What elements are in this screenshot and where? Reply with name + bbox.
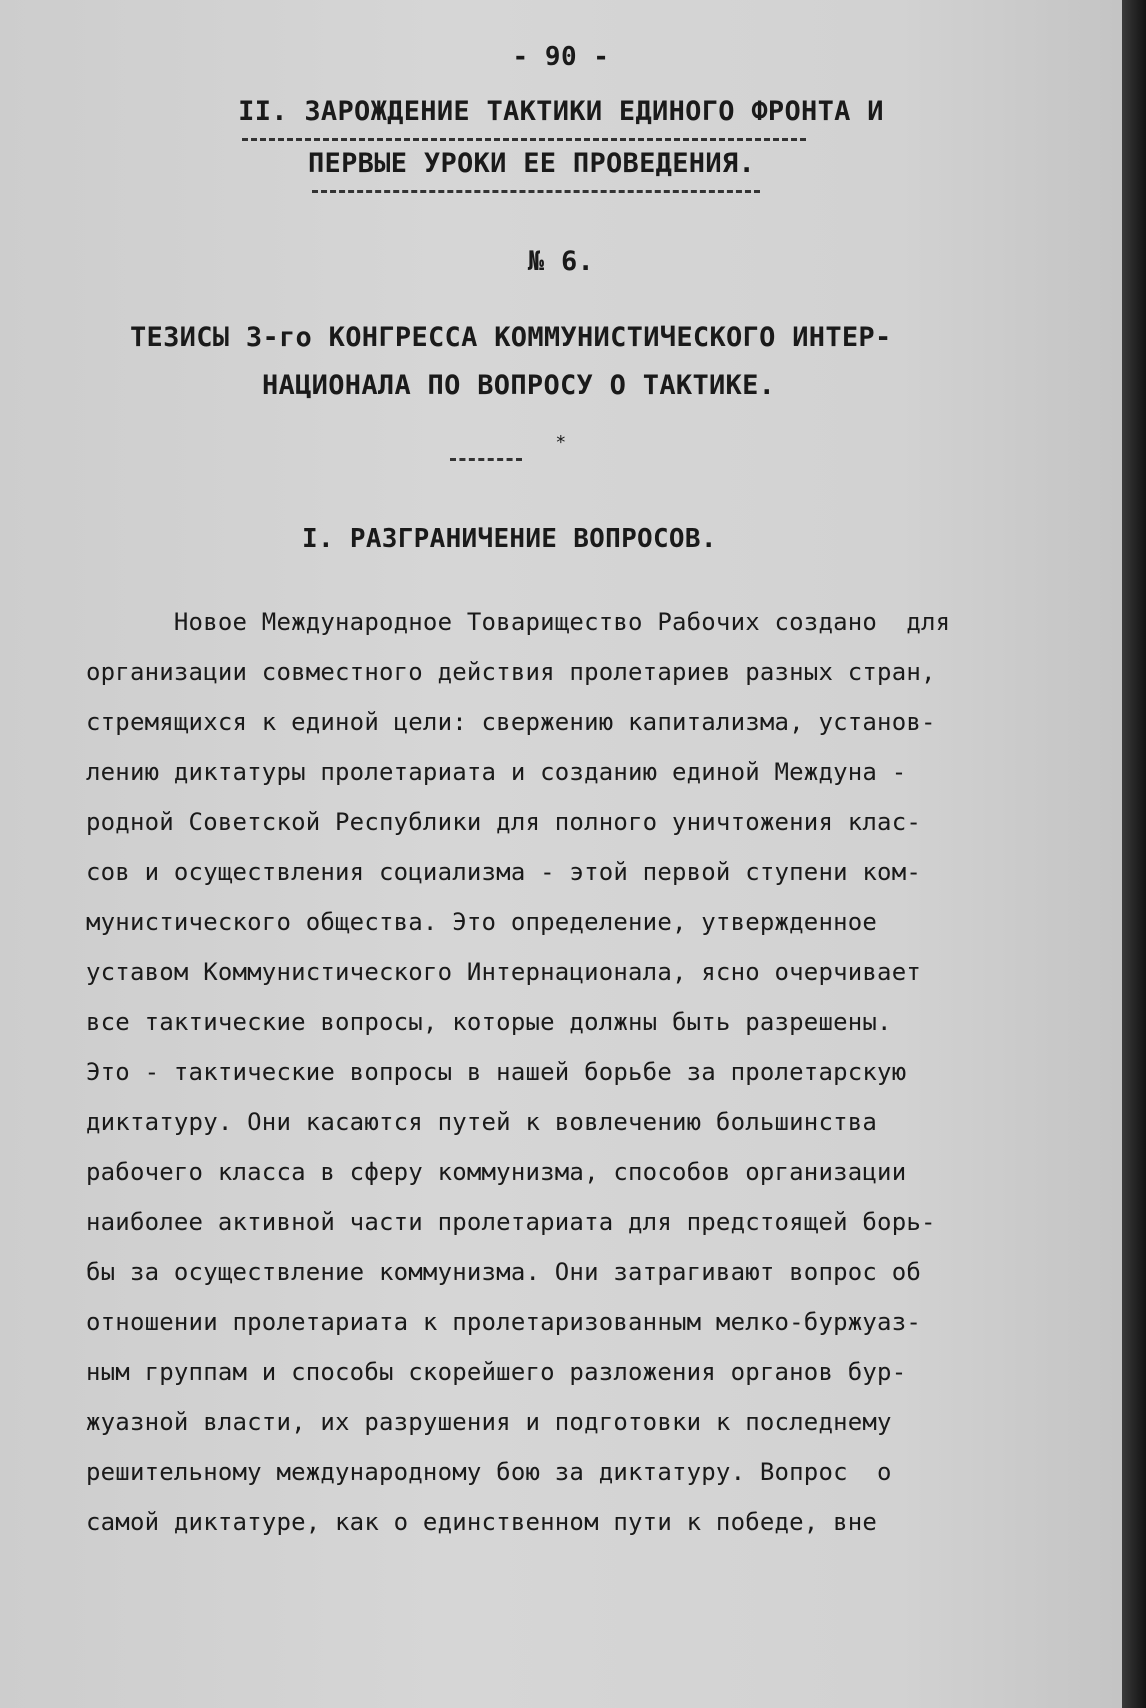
body-line: бы за осуществление коммунизма. Они затрагивают вопрос об xyxy=(86,1258,922,1286)
title-separator-rule xyxy=(450,458,522,461)
body-line: сов и осуществления социализма - этой первой ступени ком- xyxy=(86,858,922,886)
document-title-line-2: НАЦИОНАЛА ПО ВОПРОСУ О ТАКТИКЕ. xyxy=(262,370,776,401)
body-line: уставом Коммунистического Интернационала, ясно очерчивает xyxy=(86,958,922,986)
body-line: жуазной власти, их разрушения и подготовки к последнему xyxy=(86,1408,892,1436)
document-number: № 6. xyxy=(527,246,595,277)
body-line: решительному международному бою за диктатуру. Вопрос о xyxy=(86,1458,892,1486)
page-number: - 90 - xyxy=(512,42,610,72)
body-line: ным группам и способы скорейшего разложения органов бур- xyxy=(86,1358,907,1386)
body-line: самой диктатуре, как о единственном пути к победе, вне xyxy=(86,1508,878,1536)
body-line: лению диктатуры пролетариата и созданию единой Междуна - xyxy=(86,758,907,786)
body-line: организации совместного действия пролетариев разных стран, xyxy=(86,658,936,686)
body-line: диктатуру. Они касаются путей к вовлечению большинства xyxy=(86,1108,878,1136)
section-title-line-1: II. ЗАРОЖДЕНИЕ ТАКТИКИ ЕДИНОГО ФРОНТА И xyxy=(238,96,884,127)
document-title-line-1: ТЕЗИСЫ 3-го КОНГРЕССА КОММУНИСТИЧЕСКОГО ИНТЕР- xyxy=(130,322,892,353)
body-line: отношении пролетариата к пролетаризованным мелко-буржуаз- xyxy=(86,1308,922,1336)
body-line: родной Советской Республики для полного уничтожения клас- xyxy=(86,808,922,836)
section-title-underline-1 xyxy=(242,138,806,141)
body-line: стремящихся к единой цели: свержению капитализма, установ- xyxy=(86,708,936,736)
body-line: Новое Международное Товарищество Рабочих создано для xyxy=(86,608,951,636)
body-line: рабочего класса в сферу коммунизма, способов организации xyxy=(86,1158,907,1186)
section-title-line-2: ПЕРВЫЕ УРОКИ ЕЕ ПРОВЕДЕНИЯ. xyxy=(308,148,755,179)
body-line: все тактические вопросы, которые должны быть разрешены. xyxy=(86,1008,892,1036)
section-title-underline-2 xyxy=(312,190,760,193)
body-line: мунистического общества. Это определение, утвержденное xyxy=(86,908,878,936)
subheading: I. РАЗГРАНИЧЕНИЕ ВОПРОСОВ. xyxy=(302,524,717,554)
body-line: Это - тактические вопросы в нашей борьбе за пролетарскую xyxy=(86,1058,907,1086)
body-line: наиболее активной части пролетариата для предстоящей борь- xyxy=(86,1208,936,1236)
title-separator: * xyxy=(555,432,567,453)
page-edge-shadow xyxy=(1122,0,1146,1708)
